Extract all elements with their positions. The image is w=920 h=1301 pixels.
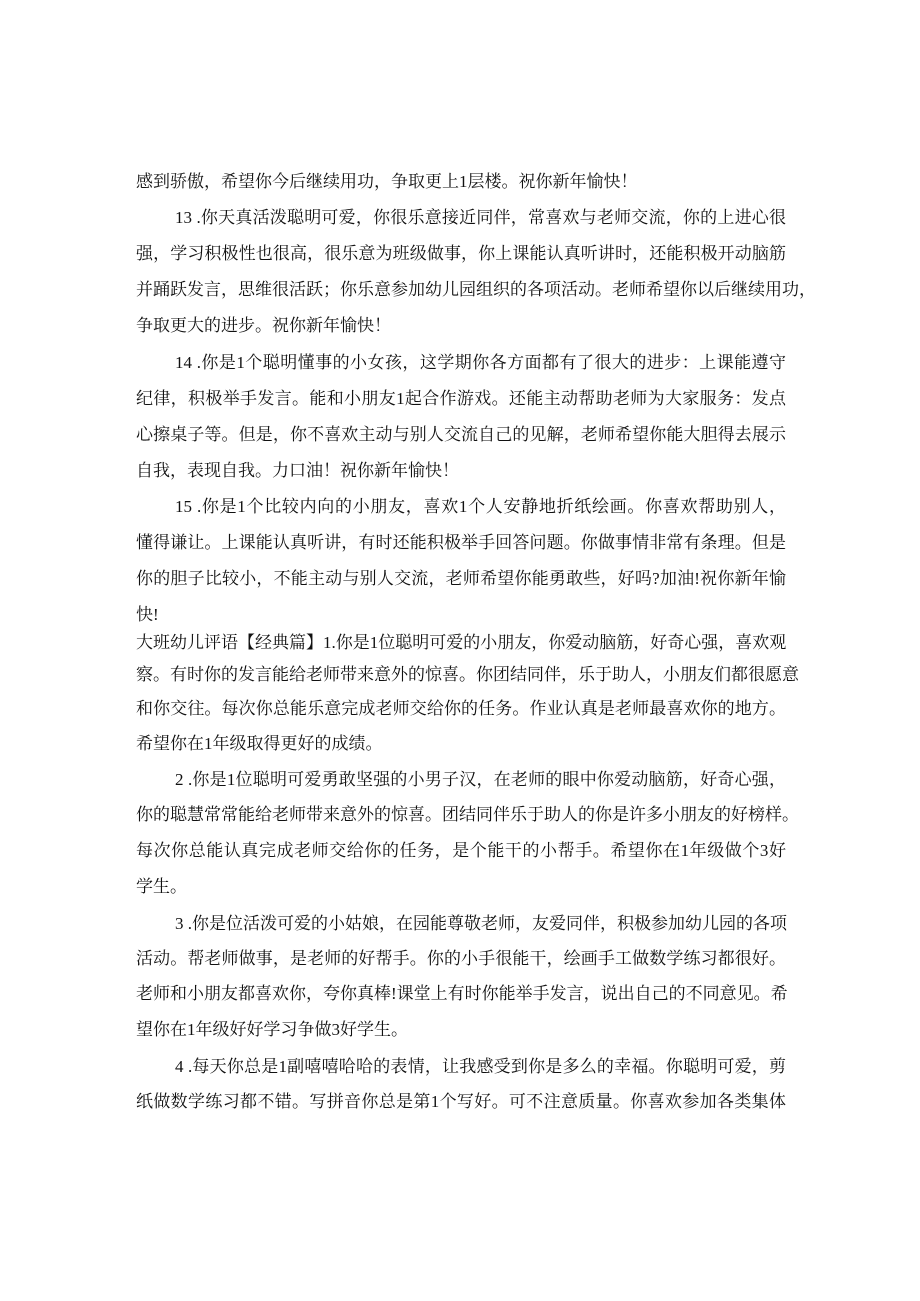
paragraph-line: 15 .你是1个比较内向的小朋友，喜欢1个人安静地折纸绘画。你喜欢帮助别人， [175,497,786,516]
paragraph-line: 希望你在1年级取得更好的成绩。 [136,734,383,753]
paragraph-line: 2 .你是1位聪明可爱勇敢坚强的小男子汉，在老师的眼中你爱动脑筋，好奇心强， [175,770,786,789]
paragraph-line: 你的胆子比较小，不能主动与别人交流，老师希望你能勇敢些，好吗?加油!祝你新年愉 [136,569,786,588]
paragraph-line: 望你在1年级好好学习争做3好学生。 [136,1020,408,1039]
paragraph-line: 并踊跃发言，思维很活跃；你乐意参加幼儿园组织的各项活动。老师希望你以后继续用功， [136,280,816,299]
paragraph-line: 学生。 [136,877,187,896]
paragraph-line: 纪律，积极举手发言。能和小朋友1起合作游戏。还能主动帮助老师为大家服务：发点 [136,389,786,408]
paragraph-line: 感到骄傲，希望你今后继续用功，争取更上1层楼。祝你新年愉快！ [136,172,638,191]
paragraph-line: 自我，表现自我。力口油！祝你新年愉快！ [136,461,459,480]
paragraph-line: 13 .你天真活泼聪明可爱，你很乐意接近同伴，常喜欢与老师交流，你的上进心很 [175,208,786,227]
paragraph-line: 和你交往。每次你总能乐意完成老师交给你的任务。作业认真是老师最喜欢你的地方。 [136,699,786,718]
paragraph-line: 察。有时你的发言能给老师带来意外的惊喜。你团结同伴，乐于助人，小朋友们都很愿意 [136,665,799,684]
paragraph-line: 争取更大的进步。祝你新年愉快！ [136,316,391,335]
paragraph-line: 3 .你是位活泼可爱的小姑娘，在园能尊敬老师，友爱同伴，积极参加幼儿园的各项 [175,914,787,933]
paragraph-line: 每次你总能认真完成老师交给你的任务，是个能干的小帮手。希望你在1年级做个3好 [136,841,786,860]
paragraph-line: 你的聪慧常常能给老师带来意外的惊喜。团结同伴乐于助人的你是许多小朋友的好榜样。 [136,805,799,824]
paragraph-line: 强，学习积极性也很高，很乐意为班级做事，你上课能认真听讲时，还能积极开动脑筋 [136,244,786,263]
paragraph-line: 活动。帮老师做事，是老师的好帮手。你的小手很能干，绘画手工做数学练习都很好。 [136,949,786,968]
paragraph-line: 大班幼儿评语【经典篇】1.你是1位聪明可爱的小朋友，你爱动脑筋，好奇心强，喜欢观 [136,633,787,652]
paragraph-line: 快! [136,605,159,624]
paragraph-line: 懂得谦让。上课能认真听讲，有时还能积极举手回答问题。你做事情非常有条理。但是 [136,533,786,552]
paragraph-line: 老师和小朋友都喜欢你，夸你真棒!课堂上有时你能举手发言，说出自己的不同意见。希 [136,984,788,1003]
paragraph-line: 纸做数学练习都不错。写拼音你总是第1个写好。可不注意质量。你喜欢参加各类集体 [136,1092,786,1111]
paragraph-line: 心擦桌子等。但是，你不喜欢主动与别人交流自己的见解，老师希望你能大胆得去展示 [136,425,786,444]
paragraph-line: 14 .你是1个聪明懂事的小女孩，这学期你各方面都有了很大的进步：上课能遵守 [175,353,786,372]
paragraph-line: 4 .每天你总是1副嘻嘻哈哈的表情，让我感受到你是多么的幸福。你聪明可爱，剪 [175,1057,786,1076]
